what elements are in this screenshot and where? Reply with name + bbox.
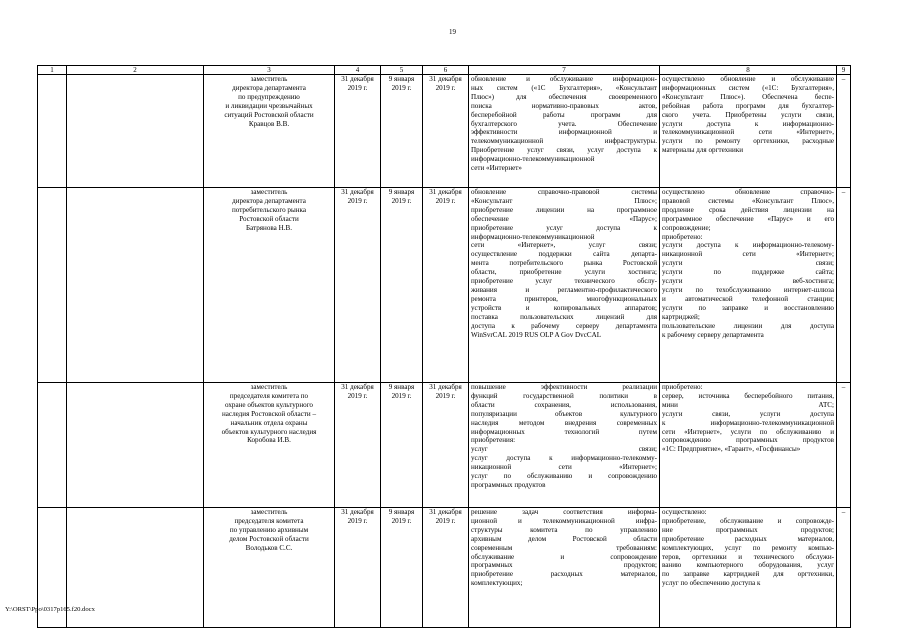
text-line: 31 декабря — [429, 75, 462, 83]
cell-planned-result — [469, 508, 660, 628]
text-line: 9 января — [388, 508, 415, 516]
text-line: 2019 г. — [435, 516, 456, 525]
text-line: приобретение, обслуживание и сопровожде- — [662, 516, 834, 525]
cell-planned-result — [469, 188, 660, 383]
text-line: поставка пользовательских лицензий для — [471, 312, 657, 321]
cell-number — [38, 188, 67, 383]
text-line: популяризации объектов культурного — [471, 409, 657, 418]
cell-actual-result — [660, 508, 837, 628]
text-line: сопровождение; — [662, 223, 711, 232]
text-line: бухгалтерского учета. Обеспечение — [471, 119, 657, 128]
cell-name — [67, 75, 204, 188]
column-number-header: 1 — [38, 66, 67, 75]
text-line: приобретено: — [662, 383, 703, 391]
text-line: приобретения: — [471, 436, 516, 445]
text-line: 2019 г. — [435, 196, 456, 205]
cell-actual-start — [381, 75, 423, 188]
text-line: Кравцов В.В. — [248, 119, 290, 128]
column-number-header: 9 — [837, 66, 851, 75]
text-line: охране объектов культурного — [225, 400, 313, 409]
text-line: 2019 г. — [435, 83, 456, 92]
text-line: устройств и копировальных аппаратов; — [471, 303, 657, 312]
text-line: 2019 г. — [391, 196, 412, 205]
text-line: «Консультант Плюс»). Обеспечена беспе- — [662, 92, 834, 101]
text-line: эффективности информационной и — [471, 128, 657, 137]
text-line: комплектующих; — [471, 579, 523, 588]
text-line: современным требованиям: — [471, 543, 657, 552]
report-table — [37, 65, 851, 628]
page-number: 19 — [449, 28, 456, 36]
text-line: ционной и телекоммуникационной инфра- — [471, 516, 657, 525]
text-line: телекоммуникационной инфраструктуры. — [471, 137, 657, 146]
cell-number — [38, 75, 67, 188]
text-line: осуществлено обновление и обслуживание — [662, 75, 834, 83]
text-line: сети «Интернет», услуги по обслуживанию и — [662, 427, 834, 436]
text-line: услуги веб-хостинга; — [662, 277, 834, 286]
text-line: ных систем («1С Бухгалтерия», «Консультант — [471, 83, 657, 92]
text-line: и автоматической телефонной станции; — [662, 294, 834, 303]
text-line: объектов культурного наследия — [221, 427, 317, 436]
text-line: пользовательские лицензии для доступа — [662, 321, 834, 330]
text-line: функций государственной политики в — [471, 391, 657, 400]
text-line: области сохранения, использования, — [471, 400, 657, 409]
text-line: живания и регламентно-профилактического — [471, 285, 657, 294]
column-number-header: 8 — [660, 66, 837, 75]
text-line: осуществление поддержки сайта департа- — [471, 250, 657, 259]
text-line: по управлению архивным — [229, 525, 309, 534]
text-line: заместитель — [250, 383, 288, 391]
text-line: 2019 г. — [391, 83, 412, 92]
file-path-footer: Y:\ORST\Ppo\0317p165.f20.docx — [5, 606, 95, 613]
cell-actual-end — [423, 383, 469, 508]
text-line: программных продуктов; — [471, 561, 657, 570]
text-line: Володьков С.С. — [245, 543, 293, 552]
text-line: 2019 г. — [347, 83, 368, 92]
cell-actual-end — [423, 508, 469, 628]
text-line: услуги по поддержке сайта; — [662, 268, 834, 277]
text-line: сети «Интернет» — [471, 164, 522, 173]
text-line: мини АТС; — [662, 400, 834, 409]
text-line: информационных технологий путем — [471, 427, 657, 436]
text-line: Батрянова Н.В. — [246, 223, 292, 232]
text-line: потребительского рынка — [232, 205, 306, 214]
text-line: продление срока действия лицензии на — [662, 205, 834, 214]
text-line: «1С: Предприятие», «Гарант», «Госфинансы» — [662, 445, 801, 454]
text-line: ребойная работа программ для бухгалтер- — [662, 101, 834, 110]
text-line: «Консультант Плюс»; — [471, 196, 657, 205]
cell-actual-result — [660, 383, 837, 508]
column-number-header: 6 — [423, 66, 469, 75]
cell-responsible — [204, 508, 335, 628]
text-line: 31 декабря — [429, 188, 462, 196]
table-row — [38, 508, 851, 628]
text-line: 31 декабря — [341, 75, 374, 83]
text-line: 9 января — [388, 383, 415, 391]
text-line: наследия Ростовской области – — [221, 409, 317, 418]
text-line: программных продуктов — [471, 480, 546, 489]
text-line: приобретение услуг технического обслу- — [471, 277, 657, 286]
text-line: информационно-телекоммуникационной — [471, 232, 595, 241]
text-line: председателя комитета — [234, 516, 304, 525]
text-line: обслуживание и сопровождение — [471, 552, 657, 561]
cell-planned-end — [335, 508, 381, 628]
text-line: структуры комитета по управлению — [471, 525, 657, 534]
text-line: поиска нормативно-правовых актов, — [471, 101, 657, 110]
text-line: правовой системы «Консультант Плюс», — [662, 196, 834, 205]
text-line: председателя комитета по — [229, 391, 309, 400]
text-line: телекоммуникационной сети «Интернет», — [662, 128, 834, 137]
cell-actual-end — [423, 75, 469, 188]
text-line: услуг по обслуживанию и сопровождению — [471, 472, 657, 481]
text-line: приобретено: — [662, 232, 703, 241]
text-line: 9 января — [388, 188, 415, 196]
text-line: 9 января — [388, 75, 415, 83]
cell-planned-end — [335, 383, 381, 508]
text-line: к рабочему серверу департамента — [662, 330, 764, 339]
text-line: приобретение расходных материалов, — [662, 534, 834, 543]
text-line: программное обеспечение «Парус» и его — [662, 214, 834, 223]
text-line: осуществлено обновление справочно- — [662, 188, 834, 196]
cell-problems: – — [837, 75, 851, 188]
text-line: сервер, источника бесперебойного питания, — [662, 391, 834, 400]
text-line: 2019 г. — [347, 391, 368, 400]
text-line: никационной сети «Интернет»; — [662, 250, 834, 259]
cell-responsible — [204, 75, 335, 188]
text-line: директора департамента — [232, 83, 306, 92]
text-line: комплектующих, услуг по ремонту компью- — [662, 543, 834, 552]
text-line: 31 декабря — [341, 508, 374, 516]
text-line: 31 декабря — [429, 383, 462, 391]
cell-actual-result — [660, 188, 837, 383]
text-line: услуги по ремонту оргтехники, расходные — [662, 137, 834, 146]
text-line: картриджей; — [662, 312, 700, 321]
text-line: Приобретение услуг связи, услуг доступа к — [471, 146, 657, 155]
cell-actual-start — [381, 508, 423, 628]
text-line: услуг по обеспечению доступа к — [662, 579, 761, 588]
text-line: 2019 г. — [391, 391, 412, 400]
text-line: сети «Интернет», услуг связи; — [471, 241, 657, 250]
text-line: ситуаций Ростовской области — [224, 110, 314, 119]
column-number-header: 7 — [469, 66, 660, 75]
text-line: осуществлено: — [662, 508, 707, 516]
text-line: услуги по техобслуживанию интернет-шлюза — [662, 285, 834, 294]
text-line: теров, оргтехники и технического обслужи- — [662, 552, 834, 561]
text-line: заместитель — [250, 75, 288, 83]
text-line: материалы для оргтехники — [662, 146, 744, 155]
text-line: 31 декабря — [341, 188, 374, 196]
cell-actual-end — [423, 188, 469, 383]
cell-problems: – — [837, 383, 851, 508]
column-number-header: 5 — [381, 66, 423, 75]
text-line: Плюс») для обеспечения своевременного — [471, 92, 657, 101]
text-line: 31 декабря — [341, 383, 374, 391]
cell-planned-end — [335, 188, 381, 383]
cell-problems: – — [837, 188, 851, 383]
text-line: ремонта принтеров, многофункциональных — [471, 294, 657, 303]
cell-name — [67, 383, 204, 508]
cell-actual-result — [660, 75, 837, 188]
text-line: услуги связи; — [662, 259, 834, 268]
cell-planned-result — [469, 75, 660, 188]
text-line: заместитель — [250, 188, 288, 196]
column-number-header: 4 — [335, 66, 381, 75]
text-line: приобретение услуг доступа к — [471, 223, 657, 232]
column-number-header: 2 — [67, 66, 204, 75]
text-line: Коробова И.В. — [247, 436, 291, 445]
text-line: доступа к рабочему серверу департамента — [471, 321, 657, 330]
table-row — [38, 188, 851, 383]
text-line: 2019 г. — [347, 196, 368, 205]
text-line: бесперебойной работы программ для — [471, 110, 657, 119]
text-line: ского учета. Приобретены услуги связи, — [662, 110, 834, 119]
text-line: услуг доступа к информационно-телекомму- — [471, 454, 657, 463]
cell-actual-start — [381, 188, 423, 383]
cell-planned-result — [469, 383, 660, 508]
text-line: приобретение лицензии на программное — [471, 205, 657, 214]
text-line: наследия методом внедрения современных — [471, 418, 657, 427]
text-line: начальник отдела охраны — [230, 418, 308, 427]
text-line: приобретение расходных материалов, — [471, 570, 657, 579]
cell-responsible — [204, 188, 335, 383]
cell-actual-start — [381, 383, 423, 508]
text-line: услуги связи, услуги доступа — [662, 409, 834, 418]
text-line: заместитель — [250, 508, 288, 516]
cell-number — [38, 383, 67, 508]
text-line: мента потребительского рынка Ростовской — [471, 259, 657, 268]
text-line: делом Ростовской области — [229, 534, 309, 543]
text-line: решение задач соответствия информа- — [471, 508, 657, 516]
text-line: Ростовской области — [239, 214, 299, 223]
text-line: по заправке картриджей для оргтехники, — [662, 570, 834, 579]
text-line: 31 декабря — [429, 508, 462, 516]
text-line: 2019 г. — [391, 516, 412, 525]
text-line: ние программных продуктов; — [662, 525, 834, 534]
text-line: и ликвидации чрезвычайных — [225, 101, 313, 110]
cell-responsible — [204, 383, 335, 508]
text-line: обновление и обслуживание информацион- — [471, 75, 657, 83]
text-line: по предупреждению — [238, 92, 300, 101]
text-line: 2019 г. — [435, 391, 456, 400]
text-line: директора департамента — [232, 196, 306, 205]
text-line: архивным делом Ростовской области — [471, 534, 657, 543]
header-row — [38, 66, 851, 75]
text-line: повышение эффективности реализации — [471, 383, 657, 391]
text-line: области, приобретение услуги хостинга; — [471, 268, 657, 277]
text-line: услуги по заправке и восстановлению — [662, 303, 834, 312]
column-number-header: 3 — [204, 66, 335, 75]
cell-planned-end — [335, 75, 381, 188]
text-line: сопровождению программных продуктов — [662, 436, 834, 445]
table-row — [38, 383, 851, 508]
table-row — [38, 75, 851, 188]
text-line: 2019 г. — [347, 516, 368, 525]
text-line: услуги доступа к информационно-телекому- — [662, 241, 834, 250]
text-line: обеспечение «Парус»; — [471, 214, 657, 223]
cell-problems: – — [837, 508, 851, 628]
cell-name — [67, 188, 204, 383]
text-line: услуг связи; — [471, 445, 657, 454]
text-line: информационно-телекоммуникационной — [471, 155, 595, 164]
text-line: никационной сети «Интернет»; — [471, 463, 657, 472]
text-line: обновление справочно-правовой системы — [471, 188, 657, 196]
text-line: информационных систем («1С: Бухгалтерия», — [662, 83, 834, 92]
text-line: услуги доступа к информационно- — [662, 119, 834, 128]
text-line: ванию компьютерного оборудования, услуг — [662, 561, 834, 570]
text-line: WinSvrCAL 2019 RUS OLP A Gov DvcCAL — [471, 330, 602, 339]
text-line: к информационно-телекоммуникационной — [662, 418, 834, 427]
